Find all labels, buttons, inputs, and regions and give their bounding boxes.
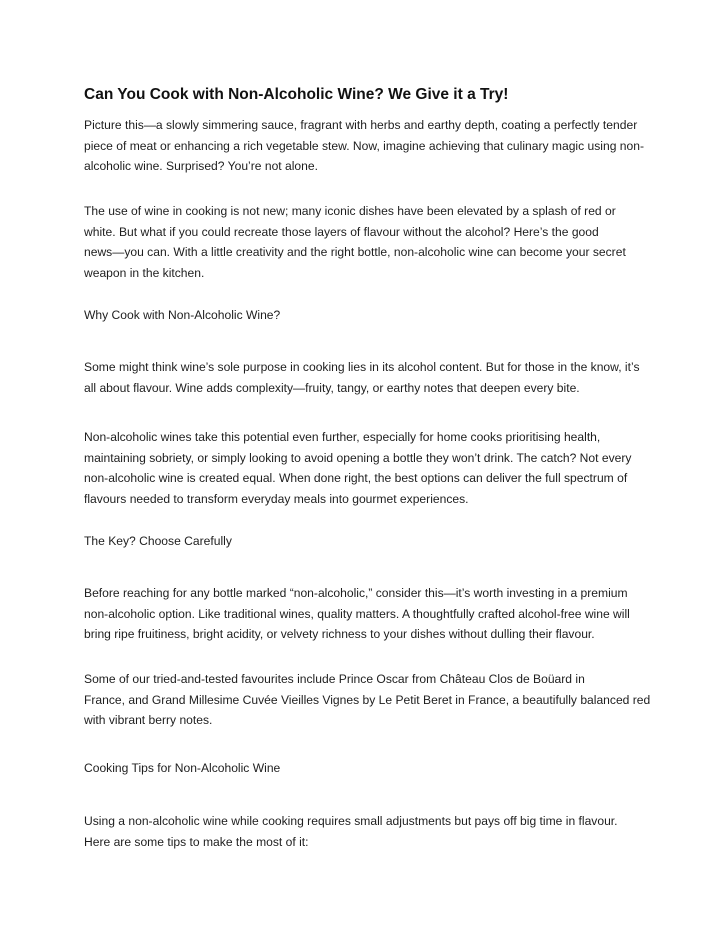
text-line: France, and Grand Millesime Cuvée Vieilles Vignes by Le Petit Beret in France, a beautifully balanced red: [84, 692, 651, 707]
paragraph-favourites: [84, 669, 651, 731]
paragraph-premium-option: [84, 583, 640, 645]
paragraph-wine-in-cooking: [84, 201, 640, 283]
text-line: bring ripe fruitiness, bright acidity, or velvety richness to your dishes without dulling their flavour.: [84, 627, 595, 641]
text-line: piece of meat or enhancing a rich vegetable stew. Now, imagine achieving that culinary magic using non-: [84, 138, 644, 153]
text-line: Using a non-alcoholic wine while cooking requires small adjustments but pays off big time in flavour.: [84, 814, 618, 828]
text-line: Picture this—a slowly simmering sauce, fragrant with herbs and earthy depth, coating a perfectly tender: [84, 118, 638, 132]
subheading-cooking-tips: Cooking Tips for Non-Alcoholic Wine: [84, 761, 281, 775]
text-line: flavours needed to transform everyday meals into gourmet experiences.: [84, 491, 469, 506]
text-line: The use of wine in cooking is not new; many iconic dishes have been elevated by a splash of red or: [84, 204, 616, 218]
subheading-why-cook: Why Cook with Non-Alcoholic Wine?: [84, 308, 281, 322]
text-line: Some might think wine’s sole purpose in cooking lies in its alcohol content. But for those in the know, it’s: [84, 360, 640, 374]
text-line: weapon in the kitchen.: [84, 265, 205, 280]
paragraph-tips-intro: [84, 811, 640, 852]
text-line: maintaining sobriety, or simply looking to avoid opening a bottle they won’t drink. The catch? Not every: [84, 450, 632, 465]
text-line: Non-alcoholic wines take this potential even further, especially for home cooks prioritising health,: [84, 430, 601, 444]
text-line: non-alcoholic wine is created equal. When done right, the best options can deliver the full spectrum of: [84, 471, 628, 485]
paragraph-potential: [84, 427, 640, 509]
text-line: Here are some tips to make the most of it:: [84, 834, 309, 849]
text-line: news—you can. With a little creativity and the right bottle, non-alcoholic wine can become your secret: [84, 245, 626, 259]
text-line: alcoholic wine. Surprised? You’re not alone.: [84, 159, 318, 173]
subheading-choose-carefully: The Key? Choose Carefully: [84, 534, 232, 548]
text-line: all about flavour. Wine adds complexity—fruity, tangy, or earthy notes that deepen every bite.: [84, 380, 580, 395]
text-line: Before reaching for any bottle marked “non-alcoholic,” consider this—it’s worth investing in a premium: [84, 586, 628, 600]
paragraph-intro: [84, 115, 644, 177]
text-line: Some of our tried-and-tested favourites include Prince Oscar from Château Clos de Boüard in: [84, 672, 585, 686]
article-title: Can You Cook with Non-Alcoholic Wine? We Give it a Try!: [84, 86, 509, 103]
text-line: white. But what if you could recreate those layers of flavour without the alcohol? Here’s the good: [84, 224, 599, 239]
text-line: with vibrant berry notes.: [84, 713, 213, 727]
paragraph-flavour: [84, 357, 640, 398]
text-line: non-alcoholic option. Like traditional wines, quality matters. A thoughtfully crafted alcohol-free wine will: [84, 606, 630, 621]
